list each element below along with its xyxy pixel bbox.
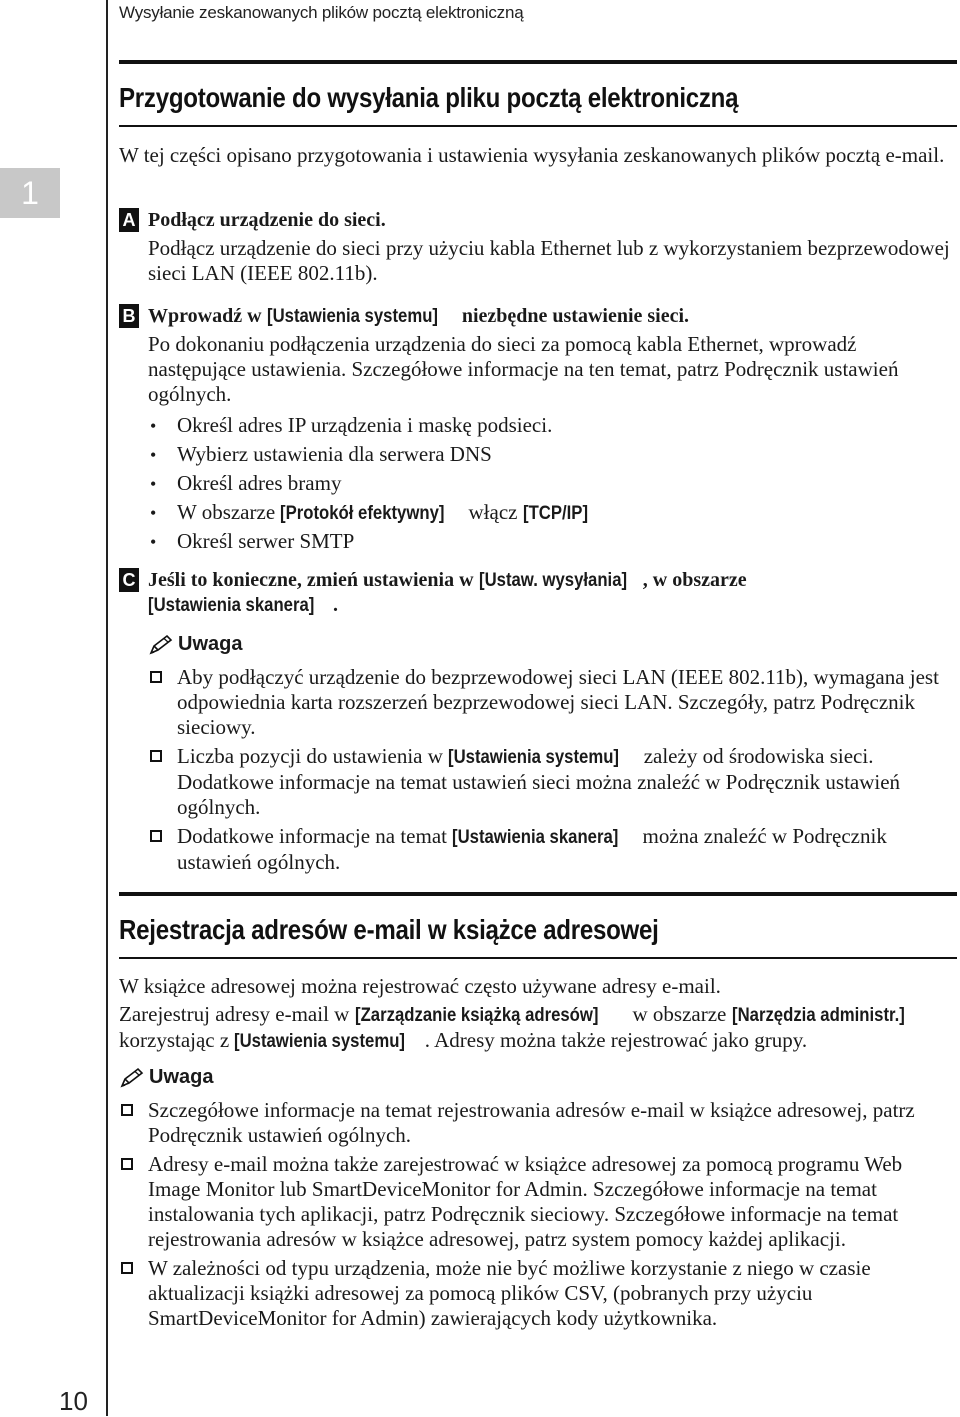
address-book-paragraph-1: W książce adresowej można rejestrować często używane adresy e-mail. (119, 974, 721, 998)
network-settings-list (148, 413, 948, 558)
section-top-rule (119, 892, 957, 896)
note-item: Liczba pozycji do ustawienia w [Ustawienia systemu] zależy od środowiska sieci. Dodatkowe informacje na temat ustawień sieci można znaleźć w Podręcznik ustawień ogólnych. (148, 744, 960, 820)
step-body: Po dokonaniu podłączenia urządzenia do sieci za pomocą kabla Ethernet, wprowadź następujące ustawienia. Szczegółowe informacje na ten temat, patrz Podręcznik ustawień ogólnych. (148, 332, 899, 406)
section-heading-rule (119, 125, 957, 127)
running-head: Wysyłanie zeskanowanych plików pocztą elektroniczną (119, 3, 524, 22)
note-list (148, 665, 960, 879)
list-item: • Określ serwer SMTP (150, 529, 355, 553)
list-item: • Wybierz ustawienia dla serwera DNS (150, 442, 492, 466)
section-heading-address-book: Rejestracja adresów e-mail w książce adresowej (119, 914, 659, 945)
pencil-icon (148, 634, 174, 656)
checkbox-icon (150, 830, 162, 842)
note-item: Dodatkowe informacje na temat [Ustawienia skanera] można znaleźć w Podręcznik ustawień ogólnych. (148, 824, 960, 875)
margin-rule (106, 0, 108, 1416)
note-item: W zależności od typu urządzenia, może nie być możliwe korzystanie z niego w czasie aktualizacji książki adresowej za pomocą plików CSV, (pobranych przy użyciu SmartDeviceMonitor for Admin) zawierających kody użytkownika. (119, 1256, 945, 1331)
step-title: Podłącz urządzenie do sieci. (148, 209, 386, 231)
step-marker: A (119, 208, 139, 232)
note-item: Adresy e-mail można także zarejestrować w książce adresowej za pomocą programu Web Image Monitor lub SmartDeviceMonitor for Admin. Szczegółowe informacje na temat instalowania tych aplikacji, patrz Podręcznik sieciowy. Szczegółowe informacje na temat rejestrowania adresów w książce adresowej, patrz system pomocy każdej aplikacji. (119, 1152, 945, 1252)
note-item: Aby podłączyć urządzenie do bezprzewodowej sieci LAN (IEEE 802.11b), wymagana jest odpowiednia karta rozszerzeń bezprzewodowej sieci LAN. Szczegóły, patrz Podręcznik sieciowy. (148, 665, 960, 740)
note-list (119, 1098, 945, 1335)
step-b (119, 304, 959, 407)
step-body: Podłącz urządzenie do sieci przy użyciu kabla Ethernet lub z wykorzystaniem bezprzewodowej sieci LAN (IEEE 802.11b). (148, 236, 950, 285)
list-item: • Określ adres bramy (150, 471, 342, 495)
address-book-paragraph-2: Zarejestruj adresy e-mail w [Zarządzanie książką adresów] w obszarze [Narzędzia administr.] korzystając z [Ustawienia systemu] . Adresy można także rejestrować jako grupy. (119, 1002, 905, 1052)
chapter-tab: 1 (0, 168, 60, 218)
checkbox-icon (121, 1158, 133, 1170)
step-title: Jeśli to konieczne, zmień ustawienia w [Ustaw. wysyłania] , w obszarze [Ustawienia skanera] . (148, 569, 747, 616)
intro-paragraph: W tej części opisano przygotowania i ustawienia wysyłania zeskanowanych plików pocztą e-mail. (119, 143, 945, 167)
pencil-icon (119, 1067, 145, 1089)
note-heading: Uwaga (119, 1066, 213, 1089)
section-heading-rule (119, 957, 957, 959)
step-title: Wprowadź w [Ustawienia systemu] niezbędne ustawienie sieci. (148, 305, 690, 327)
note-item: Szczegółowe informacje na temat rejestrowania adresów e-mail w książce adresowej, patrz Podręcznik ustawień ogólnych. (119, 1098, 945, 1148)
page-number: 10 (59, 1386, 88, 1416)
section-top-rule (119, 60, 957, 64)
list-item: • Określ adres IP urządzenia i maskę podsieci. (150, 413, 553, 437)
checkbox-icon (150, 750, 162, 762)
checkbox-icon (150, 671, 162, 683)
step-marker: B (119, 304, 139, 328)
step-marker: C (119, 568, 139, 592)
step-a (119, 208, 959, 286)
note-heading: Uwaga (148, 633, 242, 656)
checkbox-icon (121, 1104, 133, 1116)
step-c (119, 568, 959, 618)
section-heading-preparation: Przygotowanie do wysyłania pliku pocztą elektroniczną (119, 82, 739, 113)
checkbox-icon (121, 1262, 133, 1274)
list-item: • W obszarze [Protokół efektywny] włącz [TCP/IP] (150, 500, 588, 524)
